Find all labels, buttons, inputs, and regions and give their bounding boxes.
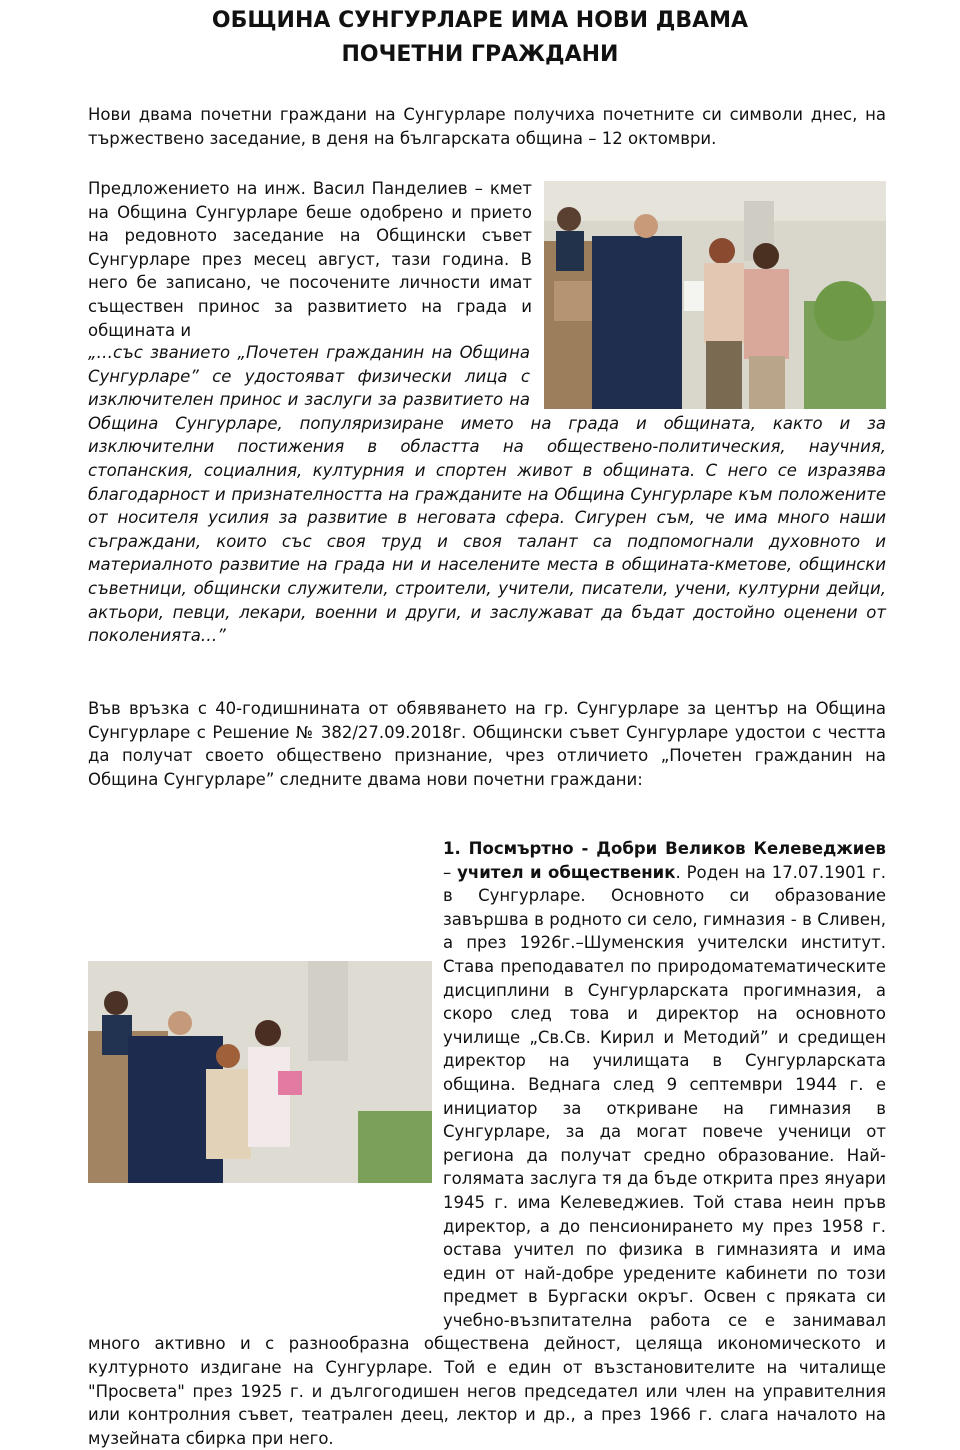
decision-text: Във връзка с 40-годишнината от обявяването на гр. Сунгурларе за център на Община Сунгурларе с Решение № 382/27.09.2018г. Общински съвет Сунгурларе удостои с честта да получат своето обществено признание, чрез отличието „Почетен гражданин на Община Сунгурларе” следните двама нови почетни граждани: [88,699,886,789]
honoree-name: 1. Посмъртно - Добри Великов Келеведжиев [443,839,886,858]
honoree-dash: – [443,862,458,882]
honoree-paragraph [88,837,886,1450]
quote-photo-spacer [530,341,886,411]
honoree-photo-spacer [88,955,443,1310]
quote-block [88,341,886,648]
proposal-paragraph [88,177,886,342]
proposal-normal-text: Предложението на инж. Васил Панделиев – кмет на Община Сунгурларе беше одобрено и прието на редовното заседание на Общински съвет Сунгурларе през месец август, тази година. В него бе записано, че посочените личности имат съществен принос за развитието на града и общината и [88,179,532,340]
honoree-text: . Роден на 17.07.1901 г. в Сунгурларе. Основното си образование завършва в родното си село, гимназия - в Сливен, а през 1926г.–Шуменския учителски институт. Става преподавател по природоматематическите дисциплини в Сунгурларската прогимназия, а скоро след това и директор на основното училище „Св.Св. Кирил и Методий” и средищен директор на училищата в Сунгурларската община. Веднага след 9 септември 1944 г. е инициатор за откриване на гимназия в Сунгурларе, за да могат повече ученици от региона да получат средно образование. Най-голямата заслуга тя да бъде открита през януари 1945 г. има Келеведжиев. Той става неин пръв директор, а до пенсионирането му през 1958 г. остава учител по физика в гимназията и има един от най-добре уредените кабинети по този предмет в Бургаски окръг. Освен с пряката си учебно-възпитателна работа се е занимавал много активно и с разнообразна обществена дейност, целяща икономическото и културното издигане на Сунгурларе. Той е един от възстановителите на читалище "Просвета" през 1925 г. и дългогодишен негов председател или член на управителния или контролния съвет, театрален деец, лектор и др., а през 1966 г. слага началото на музейната сбирка при него. [88,862,886,1448]
honoree-role: учител и общественик [457,862,676,882]
page-title [0,4,960,72]
intro-text: Нови двама почетни граждани на Сунгурларе получиха почетните си символи днес, на тържествено заседание, в деня на българската община – 12 октомври. [88,105,886,148]
title-line-1: ОБЩИНА СУНГУРЛАРЕ ИМА НОВИ ДВАМА [211,8,749,33]
title-line-2: ПОЧЕТНИ ГРАЖДАНИ [341,42,619,67]
decision-paragraph [88,697,886,791]
quote-text: „…със званието „Почетен гражданин на Община Сунгурларе” се удостояват физически лица с изключителен принос и заслуги за развитието на Община Сунгурларе, популяризиране името на града и общината, както и за изключителни постижения в областта на обществено-политическия, научния, стопанския, социалния, културния и спортен живот в общината. С него се изразява благодарност и признателността на гражданите на Община Сунгурларе към положените от носителя усилия за развитие в неговата сфера. Сигурен съм, че има много наши съграждани, които със своя труд и своя талант са подпомогнали духовното и материалното развитие на града ни и населените места в общината-кметове, общински съветници, общински служители, строители, учители, писатели, учени, културни дейци, актьори, певци, лекари, военни и други, и заслужават да бъдат достойно оценени от поколенията…” [88,343,886,646]
intro-paragraph [88,103,886,150]
